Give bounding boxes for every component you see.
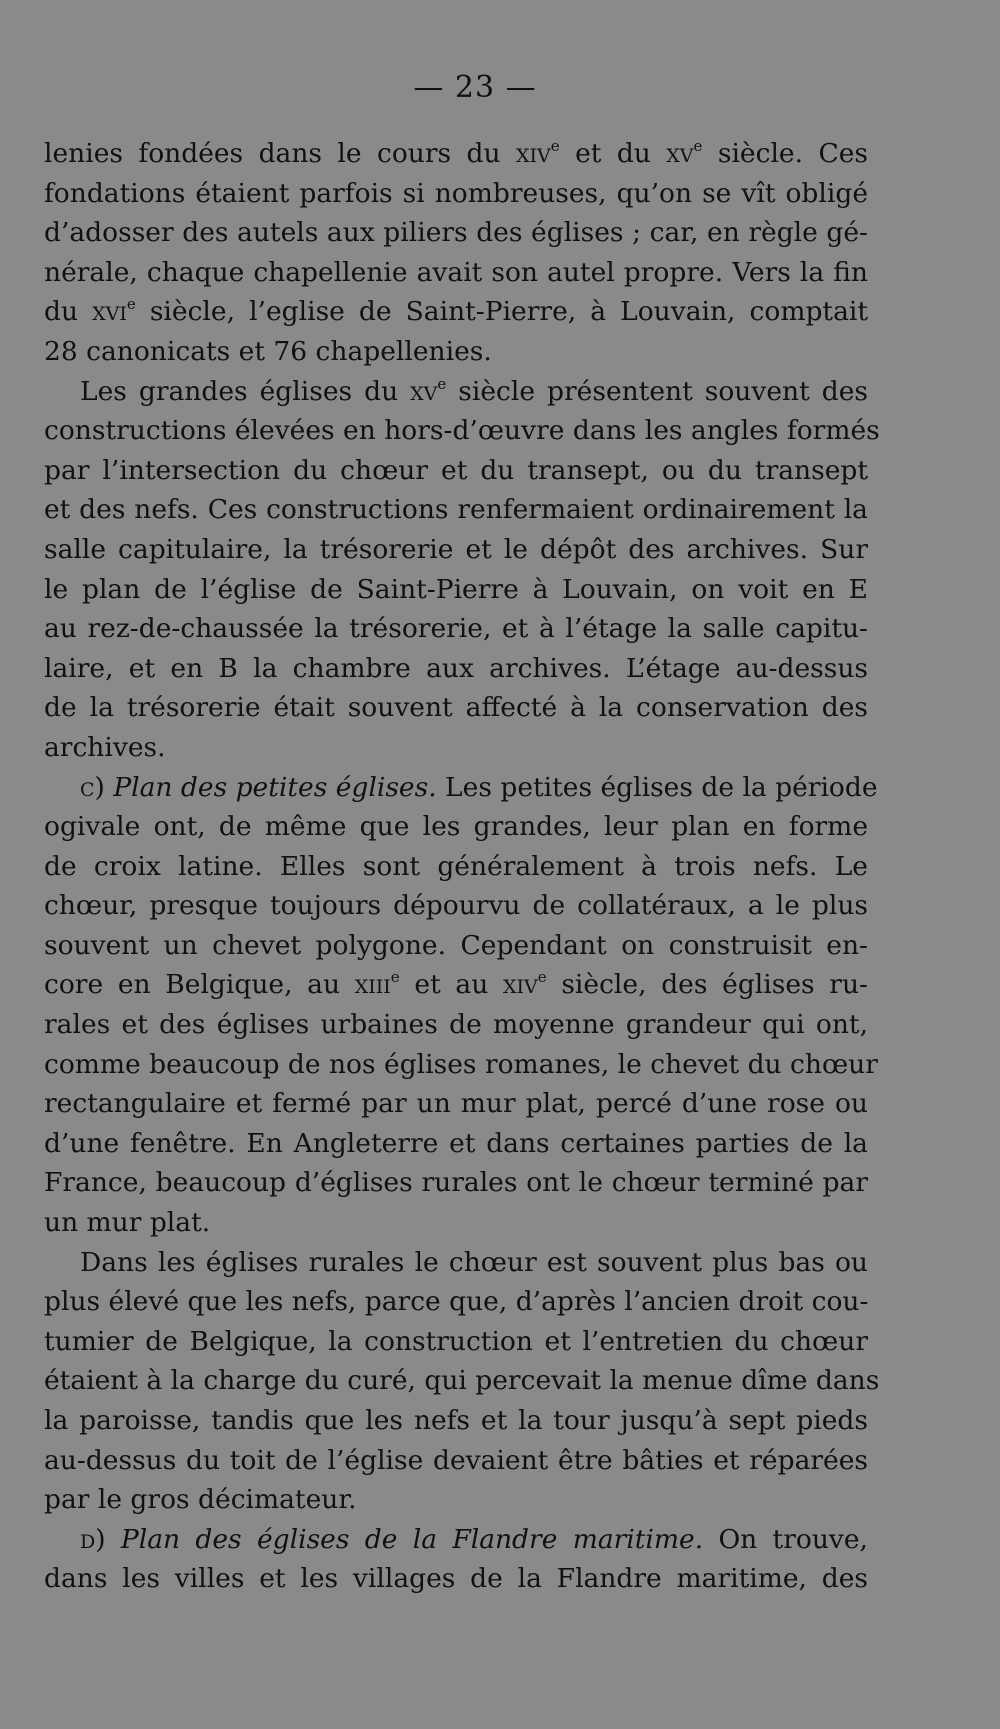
line-text: par le gros décimateur.: [44, 1484, 357, 1516]
italic-heading-text: Plan des églises de la Flandre maritime.: [120, 1523, 704, 1555]
text-line: [44, 965, 868, 1005]
text-line: [44, 1559, 868, 1599]
text-line: [44, 847, 868, 887]
text-line: [44, 609, 868, 649]
text-line: [44, 1163, 868, 1203]
text-line: [44, 1124, 868, 1164]
line-text: xiii: [354, 969, 391, 1001]
line-text: salle capitulaire, la trésorerie et le dépôt des archives. Sur: [44, 533, 868, 565]
line-text: xvi: [92, 296, 127, 328]
line-text: tumier de Belgique, la construction et l’entretien du chœur: [44, 1325, 868, 1357]
text-line: [44, 411, 880, 451]
text-line: [44, 688, 868, 728]
line-text: chœur, presque toujours dépourvu de collatéraux, a le plus: [44, 890, 868, 922]
line-text: et du: [559, 138, 667, 169]
text-line: [44, 530, 868, 570]
line-text: et au: [399, 969, 503, 1001]
line-text: le plan de l’église de Saint-Pierre à Louvain, on voit en E: [44, 573, 868, 605]
line-text: par l’intersection du chœur et du transept, ou du transept: [44, 454, 868, 486]
text-line: [44, 649, 868, 689]
line-text: rectangulaire et fermé par un mur plat, percé d’une rose ou: [44, 1088, 868, 1120]
text-line: [44, 1361, 880, 1401]
line-text: Les petites églises de la période: [436, 771, 878, 803]
line-text: constructions élevées en hors-d’œuvre dans les angles formés: [44, 415, 880, 447]
text-line: [44, 1480, 868, 1520]
text-line: [44, 1401, 868, 1441]
line-text: France, beaucoup d’églises rurales ont le chœur terminé par: [44, 1167, 868, 1199]
page-number: — 23 —: [413, 70, 537, 105]
text-line: [44, 134, 868, 174]
text-line: [44, 292, 868, 332]
line-text: nérale, chaque chapellenie avait son autel propre. Vers la fin: [44, 256, 868, 288]
line-text: xv: [410, 375, 438, 407]
line-text: la paroisse, tandis que les nefs et la tour jusqu’à sept pieds: [44, 1405, 868, 1436]
line-text: laire, et en B la chambre aux archives. L’étage au-dessus: [44, 652, 868, 684]
line-text: On trouve,: [703, 1523, 868, 1555]
line-text: core en Belgique, au: [44, 969, 355, 1001]
line-text: comme beaucoup de nos églises romanes, le chevet du chœur: [44, 1048, 878, 1080]
line-text: fondations étaient parfois si nombreuses, qu’on se vît obligé: [44, 177, 868, 209]
line-text: rales et des églises urbaines de moyenne grandeur qui ont,: [44, 1009, 868, 1041]
line-text: du: [44, 296, 93, 328]
superscript-text: e: [437, 374, 447, 393]
line-text: au rez-de-chaussée la trésorerie, et à l’étage la salle capitu-: [44, 613, 868, 645]
line-text: siècle. Ces: [702, 138, 868, 169]
text-line: [44, 807, 868, 847]
line-text: étaient à la charge du curé, qui percevait la menue dîme dans: [44, 1365, 880, 1397]
line-text: dans les villes et les villages de la Flandre maritime, des: [44, 1563, 868, 1595]
body-text: [44, 134, 880, 1599]
line-text: d’une fenêtre. En Angleterre et dans certaines parties de la: [44, 1127, 868, 1159]
line-text: c): [80, 771, 105, 803]
superscript-text: e: [126, 295, 136, 314]
text-line: [44, 570, 868, 610]
text-line: [44, 174, 868, 214]
line-text: Les grandes églises du: [80, 375, 411, 407]
superscript-text: e: [550, 137, 560, 155]
text-line: [44, 1243, 868, 1283]
line-text: [106, 1524, 121, 1555]
text-line: [44, 1005, 868, 1045]
line-text: plus élevé que les nefs, parce que, d’après l’ancien droit cou-: [44, 1286, 869, 1318]
text-line: [44, 1441, 868, 1481]
text-line: [44, 886, 868, 926]
text-line: [44, 1322, 868, 1362]
line-text: de croix latine. Elles sont généralement à trois nefs. Le: [44, 850, 868, 882]
italic-heading-text: Plan des petites églises.: [113, 771, 437, 803]
line-text: d’adosser des autels aux piliers des églises ; car, en règle gé-: [44, 217, 868, 249]
text-line: [44, 253, 868, 293]
superscript-text: e: [537, 968, 547, 987]
line-text: lenies fondées dans le cours du: [44, 138, 516, 169]
text-line: [44, 1282, 868, 1322]
line-text: xv: [666, 138, 694, 169]
text-line: [44, 213, 868, 253]
text-line: [44, 1520, 868, 1560]
line-text: ogivale ont, de même que les grandes, leur plan en forme: [44, 811, 868, 843]
line-text: souvent un chevet polygone. Cependant on construisit en-: [44, 929, 868, 961]
line-text: Dans les églises rurales le chœur est souvent plus bas ou: [80, 1246, 868, 1278]
line-text: et des nefs. Ces constructions renfermaient ordinairement la: [44, 494, 868, 526]
line-text: 28 canonicats et 76 chapellenies.: [44, 335, 492, 367]
text-line: [44, 768, 878, 808]
text-line: [44, 1045, 878, 1085]
line-text: xiv: [516, 138, 551, 169]
superscript-text: e: [390, 968, 400, 987]
line-text: un mur plat.: [44, 1207, 211, 1239]
line-text: xiv: [502, 969, 538, 1001]
text-line: [44, 372, 868, 412]
line-text: d): [80, 1523, 106, 1555]
text-line: [44, 728, 868, 768]
line-text: de la trésorerie était souvent affecté à la conservation des: [44, 692, 868, 724]
line-text: siècle présentent souvent des: [446, 375, 868, 407]
text-line: [44, 332, 868, 372]
text-line: [44, 1203, 868, 1243]
line-text: siècle, l’eglise de Saint-Pierre, à Louvain, comptait: [135, 296, 868, 328]
line-text: siècle, des églises ru-: [546, 969, 868, 1001]
text-line: [44, 1084, 868, 1124]
line-text: archives.: [44, 731, 166, 763]
text-line: [44, 490, 868, 530]
text-line: [44, 926, 868, 966]
line-text: au-dessus du toit de l’église devaient être bâties et réparées: [44, 1444, 868, 1476]
text-line: [44, 451, 868, 491]
superscript-text: e: [693, 137, 703, 155]
